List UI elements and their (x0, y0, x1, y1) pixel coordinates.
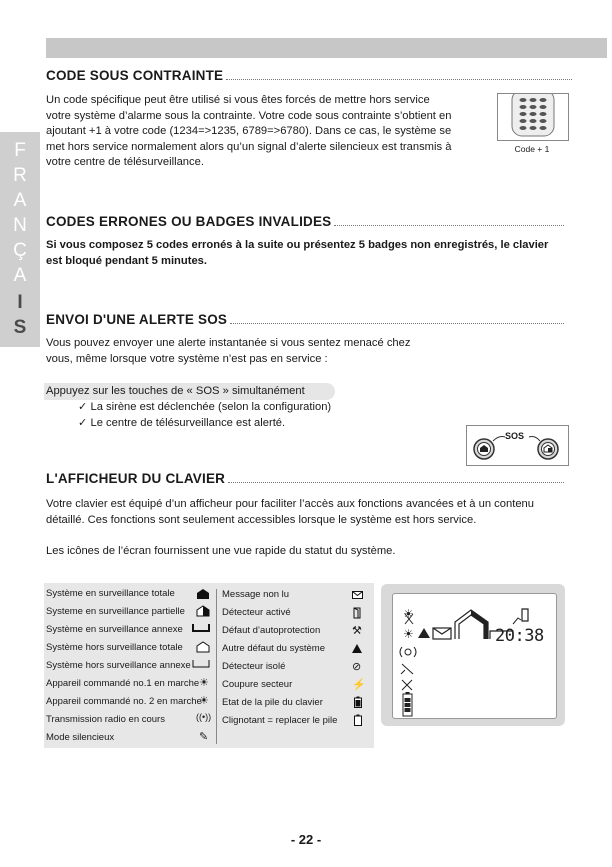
display-paragraph-2: Les icônes de l’écran fournissent une vue rapide du statut du système. (46, 545, 396, 557)
legend-label: Mode silencieux (46, 732, 115, 743)
keypad-image (497, 93, 569, 141)
legend-label: Système en surveillance annexe (46, 624, 183, 635)
code-paragraph: Un code spécifique peut être utilisé si vous êtes forcés de mettre hors service votre système d’alarme sous la contrainte. Votre code sous contrainte s’obtient en ajoutant +1 à votre code (1234=>1235, 6789=>6780). Dans ce cas, le système se met hors service normalement alors qu’un signal d’alerte silencieux est transmis à votre centre de télésurveillance. (46, 94, 452, 168)
sidebar-letter: N (13, 215, 27, 236)
check-item: ✓ Le centre de télésurveillance est alerté. (78, 417, 286, 429)
sidebar-letter: I (17, 292, 23, 313)
display-paragraph: Votre clavier est équipé d’un afficheur pour faciliter l’accès aux fonctions avancées et à un contenu détaillé. Ces fonctions sont seulement accessibles lorsque le système est hors service. (46, 498, 534, 526)
power-cut-icon: ⚡ (352, 679, 366, 691)
battery-empty-icon (354, 714, 362, 726)
house-full-icon (196, 588, 210, 600)
legend-label: Système hors surveillance annexe (46, 660, 191, 671)
legend-label: Autre défaut du système (222, 643, 325, 654)
house-off-icon (196, 641, 210, 653)
lcd-clock: 20:38 (495, 626, 544, 646)
silent-mode-icon: ✎ (199, 731, 209, 743)
annex-armed-icon (192, 623, 210, 633)
page-number: - 22 - (290, 832, 322, 847)
radio-transmission-icon: ((•)) (196, 712, 212, 722)
detector-isolated-icon: ⊘ (352, 661, 362, 673)
sidebar-letter: A (13, 190, 27, 211)
check-item: ✓ La sirène est déclenchée (selon la configuration) (78, 401, 332, 413)
legend-label: Appareil commandé no. 2 en marche (46, 696, 202, 707)
wrench-icon: ⚒ (352, 625, 362, 637)
legend-label: Appareil commandé no.1 en marche (46, 678, 200, 689)
annex-off-icon (192, 659, 210, 669)
envelope-icon (352, 591, 363, 600)
legend-label: Détecteur isolé (222, 661, 286, 672)
keypad-caption: Code + 1 (514, 144, 550, 154)
sos-instruction: Appuyez sur les touches de « SOS » simultanément (44, 383, 335, 400)
sidebar-letter: S (13, 317, 27, 338)
legend-label: Système hors surveillance totale (46, 642, 183, 653)
errors-paragraph: Si vous composez 5 codes erronés à la suite ou présentez 5 badges non enregistrés, le clavier est bloqué pendant 5 minutes. (46, 239, 549, 267)
battery-icon (354, 696, 362, 708)
sos-paragraph: Vous pouvez envoyer une alerte instantanée si vous sentez menacé chez vous, même lorsque votre système n’est pas en service : (46, 337, 411, 365)
legend-label: Message non lu (222, 589, 290, 600)
section-title-code: CODE SOUS CONTRAINTE (46, 68, 572, 83)
sos-keys-image (466, 425, 569, 466)
sidebar-letter: F (14, 140, 26, 161)
language-tab (0, 132, 40, 347)
legend-label: Défaut d’autoprotection (222, 625, 321, 636)
device-2-icon: ☀ (199, 695, 209, 707)
svg-text:☀: ☀ (403, 607, 414, 621)
header-bar (46, 38, 607, 58)
legend-label: Systeme en surveillance partielle (46, 606, 185, 617)
lcd-screen (392, 593, 557, 719)
legend-label: Coupure secteur (222, 679, 293, 690)
legend-label: Détecteur activé (222, 607, 291, 618)
sos-label: SOS (505, 431, 525, 441)
warning-icon (351, 643, 363, 654)
sidebar-letter: R (13, 165, 27, 186)
section-title-errors: CODES ERRONES OU BADGES INVALIDES (46, 214, 564, 229)
legend-label: Etat de la pile du clavier (222, 697, 323, 708)
sidebar-letter: Ç (13, 240, 27, 261)
device-1-icon: ☀ (199, 677, 209, 689)
section-title-display: L'AFFICHEUR DU CLAVIER (46, 471, 564, 486)
sidebar-letter: A (13, 265, 27, 286)
section-title-sos: ENVOI D'UNE ALERTE SOS (46, 312, 564, 327)
house-partial-icon (196, 605, 210, 617)
legend-label: Système en surveillance totale (46, 588, 175, 599)
door-icon (353, 607, 362, 619)
legend-label: Clignotant = replacer le pile (222, 715, 338, 726)
svg-text:☀: ☀ (403, 627, 414, 641)
legend-divider (216, 589, 217, 744)
legend-label: Transmission radio en cours (46, 714, 165, 725)
